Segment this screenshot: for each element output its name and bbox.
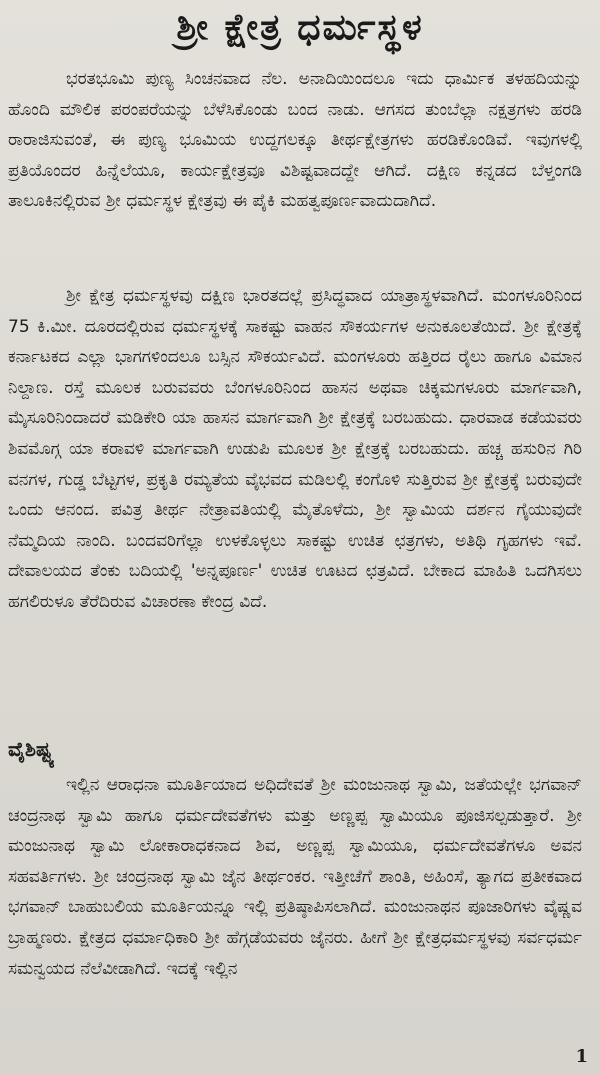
section-heading: ವೈಶಿಷ್ಟ್ಯ — [8, 737, 55, 761]
paragraph-intro: ಭರತಭೂಮಿ ಪುಣ್ಯ ಸಿಂಚನವಾದ ನೆಲ. ಅನಾದಿಯಿಂದಲೂ ಇದು ಧಾರ್ಮಿಕ ತಳಹದಿಯನ್ನು ಹೊಂದಿ ಮೌಲಿಕ ಪರಂಪರೆಯನ್ನು ಬೆಳೆಸಿಕೊಂಡು ಬಂದ ನಾಡು. ಆಗಸದ ತುಂಬೆಲ್ಲಾ ನಕ್ಷತ್ರಗಳು ಹರಡಿ ರಾರಾಜಿಸುವಂತೆ, ಈ ಪುಣ್ಯ ಭೂಮಿಯ ಉದ್ದಗಲಕ್ಕೂ ತೀರ್ಥಕ್ಷೇತ್ರಗಳು ಹರಡಿಕೊಂಡಿವೆ. ಇವುಗಳಲ್ಲಿ ಪ್ರತಿಯೊಂದರ ಹಿನ್ನೆಲೆಯೂ, ಕಾರ್ಯಕ್ಷೇತ್ರವೂ ವಿಶಿಷ್ಟವಾದದ್ದೇ ಆಗಿದೆ. ದಕ್ಷಿಣ ಕನ್ನಡದ ಬೆಳ್ತಂಗಡಿ ತಾಲೂಕಿನಲ್ಲಿರುವ ಶ್ರೀ ಧರ್ಮಸ್ಥಳ ಕ್ಷೇತ್ರವು ಈ ಪೈಕಿ ಮಹತ್ವಪೂರ್ಣವಾದುದಾಗಿದೆ. — [8, 69, 582, 212]
paragraph-speciality: ಇಲ್ಲಿನ ಆರಾಧನಾ ಮೂರ್ತಿಯಾದ ಅಧಿದೇವತೆ ಶ್ರೀ ಮಂಜುನಾಥ ಸ್ವಾಮಿ, ಜತೆಯಲ್ಲೇ ಭಗವಾನ್ ಚಂದ್ರನಾಥ ಸ್ವಾಮಿ ಹಾಗೂ ಧರ್ಮದೇವತೆಗಳು ಮತ್ತು ಅಣ್ಣಪ್ಪ ಸ್ವಾಮಿಯೂ ಪೂಜಿಸಲ್ಪಡುತ್ತಾರೆ. ಶ್ರೀ ಮಂಜುನಾಥ ಸ್ವಾಮಿ ಲೋಕಾರಾಧಕನಾದ ಶಿವ, ಅಣ್ಣಪ್ಪ ಸ್ವಾಮಿಯೂ, ಧರ್ಮದೇವತೆಗಳೂ ಅವನ ಸಹವರ್ತಿಗಳು. ಶ್ರೀ ಚಂದ್ರನಾಥ ಸ್ವಾಮಿ ಜೈನ ತೀರ್ಥಂಕರ. ಇತ್ತೀಚೆಗೆ ಶಾಂತಿ, ಅಹಿಂಸೆ, ತ್ಯಾಗದ ಪ್ರತೀಕವಾದ ಭಗವಾನ್ ಬಾಹುಬಲಿಯ ಮೂರ್ತಿಯನ್ನೂ ಇಲ್ಲಿ ಪ್ರತಿಷ್ಠಾಪಿಸಲಾಗಿದೆ. ಮಂಜುನಾಥನ ಪೂಜಾರಿಗಳು ವೈಷ್ಣವ ಬ್ರಾಹ್ಮಣರು. ಕ್ಷೇತ್ರದ ಧರ್ಮಾಧಿಕಾರಿ ಶ್ರೀ ಹೆಗ್ಗಡೆಯವರು ಜೈನರು. ಹೀಗೆ ಶ್ರೀ ಕ್ಷೇತ್ರಧರ್ಮಸ್ಥಳವು ಸರ್ವಧರ್ಮ ಸಮನ್ವಯದ ನೆಲೆವೀಡಾಗಿದೆ. ಇದಕ್ಕೆ ಇಲ್ಲಿನ — [8, 775, 582, 979]
page-number: 1 — [575, 1046, 588, 1067]
paragraph-travel: ಶ್ರೀ ಕ್ಷೇತ್ರ ಧರ್ಮಸ್ಥಳವು ದಕ್ಷಿಣ ಭಾರತದಲ್ಲೆ ಪ್ರಸಿದ್ಧವಾದ ಯಾತ್ರಾಸ್ಥಳವಾಗಿದೆ. ಮಂಗಳೂರಿನಿಂದ 75 ಕಿ.ಮೀ. ದೂರದಲ್ಲಿರುವ ಧರ್ಮಸ್ಥಳಕ್ಕೆ ಸಾಕಷ್ಟು ವಾಹನ ಸೌಕರ್ಯಗಳ ಅನುಕೂಲತೆಯಿದೆ. ಶ್ರೀ ಕ್ಷೇತ್ರಕ್ಕೆ ಕರ್ನಾಟಕದ ಎಲ್ಲಾ ಭಾಗಗಳಿಂದಲೂ ಬಸ್ಸಿನ ಸೌಕರ್ಯವಿದೆ. ಮಂಗಳೂರು ಹತ್ತಿರದ ರೈಲು ಹಾಗೂ ವಿಮಾನ ನಿಲ್ದಾಣ. ರಸ್ತೆ ಮೂಲಕ ಬರುವವರು ಬೆಂಗಳೂರಿನಿಂದ ಹಾಸನ ಅಥವಾ ಚಿಕ್ಕಮಗಳೂರು ಮಾರ್ಗವಾಗಿ, ಮೈಸೂರಿನಿಂದಾದರೆ ಮಡಿಕೇರಿ ಯಾ ಹಾಸನ ಮಾರ್ಗವಾಗಿ ಶ್ರೀ ಕ್ಷೇತ್ರಕ್ಕೆ ಬರಬಹುದು. ಧಾರವಾಡ ಕಡೆಯವರು ಶಿವಮೊಗ್ಗ ಯಾ ಕರಾವಳಿ ಮಾರ್ಗವಾಗಿ ಉಡುಪಿ ಮೂಲಕ ಶ್ರೀ ಕ್ಷೇತ್ರಕ್ಕೆ ಬರಬಹುದು. ಹಚ್ಚ ಹಸುರಿನ ಗಿರಿ ವನಗಳ, ಗುಡ್ಡ ಬೆಟ್ಟಗಳ, ಪ್ರಕೃತಿ ರಮ್ಯತೆಯ ವೈಭವದ ಮಡಿಲಲ್ಲಿ ಕಂಗೊಳಿ ಸುತ್ತಿರುವ ಶ್ರೀ ಕ್ಷೇತ್ರಕ್ಕೆ ಬರುವುದೇ ಒಂದು ಆನಂದ. ಪವಿತ್ರ ತೀರ್ಥ ನೇತ್ರಾವತಿಯಲ್ಲಿ ಮೈತೊಳೆದು, ಶ್ರೀ ಸ್ವಾಮಿಯ ದರ್ಶನ ಗೈಯುವುದೇ ನೆಮ್ಮದಿಯ ನಾಂದಿ. ಬಂದವರಿಗೆಲ್ಲಾ ಉಳಕೊಳ್ಳಲು ಸಾಕಷ್ಟು ಉಚಿತ ಛತ್ರಗಳು, ಅತಿಥಿ ಗೃಹಗಳು ಇವೆ. ದೇವಾಲಯದ ತೆಂಕು ಬದಿಯಲ್ಲಿ 'ಅನ್ನಪೂರ್ಣ' ಉಚಿತ ಊಟದ ಛತ್ರವಿದೆ. ಬೇಕಾದ ಮಾಹಿತಿ ಒದಗಿಸಲು ಹಗಲಿರುಳೂ ತೆರೆದಿರುವ ವಿಚಾರಣಾ ಕೇಂದ್ರ ವಿದೆ. — [8, 286, 582, 612]
page-title: ಶ್ರೀ ಕ್ಷೇತ್ರ ಧರ್ಮಸ್ಥಳ — [176, 7, 424, 48]
